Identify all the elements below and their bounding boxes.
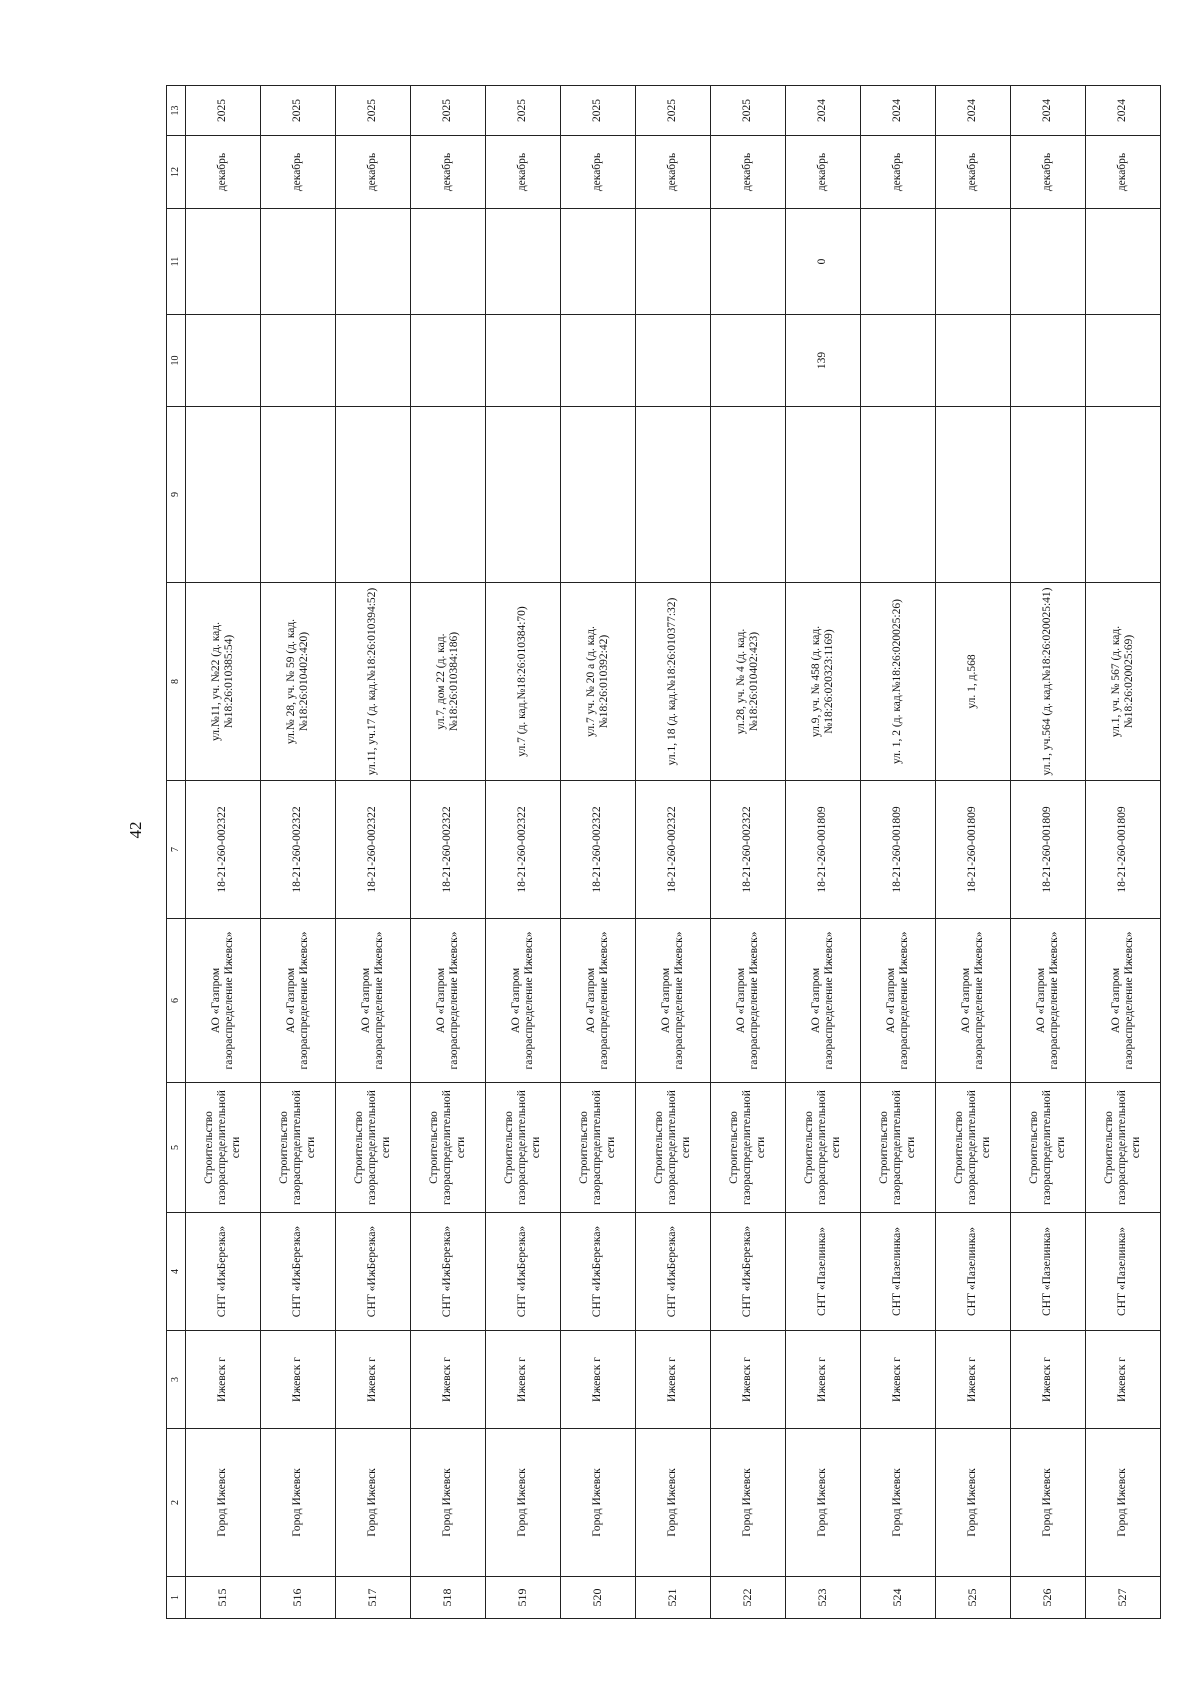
object-cell: СНТ «Пазелинка» (1011, 1213, 1086, 1331)
document-table-area (166, 86, 1142, 1619)
data-table (166, 85, 1161, 1619)
code-cell: 18-21-260-002322 (261, 781, 336, 919)
district-cell: Город Ижевск (336, 1429, 411, 1577)
district-cell: Город Ижевск (936, 1429, 1011, 1577)
month-cell: декабрь (786, 136, 861, 209)
column-10-cell (336, 315, 411, 407)
rotated-table-container (166, 86, 1142, 1619)
column-number-cell: 5 (167, 1083, 186, 1213)
locality-cell: Ижевск г (336, 1331, 411, 1429)
district-cell: Город Ижевск (1011, 1429, 1086, 1577)
year-cell: 2025 (186, 86, 261, 136)
column-9-cell (486, 407, 561, 583)
locality-cell: Ижевск г (711, 1331, 786, 1429)
district-cell: Город Ижевск (861, 1429, 936, 1577)
month-cell: декабрь (411, 136, 486, 209)
column-11-cell (486, 209, 561, 315)
district-cell: Город Ижевск (186, 1429, 261, 1577)
column-11-cell (261, 209, 336, 315)
work-type-cell: Строительство газораспределительной сети (336, 1083, 411, 1213)
column-11-cell: 0 (786, 209, 861, 315)
column-9-cell (1086, 407, 1161, 583)
work-type-cell: Строительство газораспределительной сети (1086, 1083, 1161, 1213)
column-number-cell: 12 (167, 136, 186, 209)
month-cell: декабрь (936, 136, 1011, 209)
column-11-cell (861, 209, 936, 315)
locality-cell: Ижевск г (261, 1331, 336, 1429)
object-cell: СНТ «ИжБерезка» (486, 1213, 561, 1331)
month-cell: декабрь (186, 136, 261, 209)
table-row (486, 86, 561, 1619)
locality-cell: Ижевск г (561, 1331, 636, 1429)
year-cell: 2025 (411, 86, 486, 136)
column-9-cell (636, 407, 711, 583)
organization-cell: АО «Газпром газораспределение Ижевск» (486, 919, 561, 1083)
code-cell: 18-21-260-002322 (411, 781, 486, 919)
month-cell: декабрь (486, 136, 561, 209)
locality-cell: Ижевск г (186, 1331, 261, 1429)
column-11-cell (711, 209, 786, 315)
row-number-cell: 519 (486, 1577, 561, 1619)
address-cell: ул.1, уч. № 567 (д. кад.№18:26:020025:69) (1086, 583, 1161, 781)
column-10-cell (486, 315, 561, 407)
column-9-cell (411, 407, 486, 583)
locality-cell: Ижевск г (486, 1331, 561, 1429)
address-cell: ул.1, уч.564 (д. кад.№18:26:020025:41) (1011, 583, 1086, 781)
column-number-cell: 2 (167, 1429, 186, 1577)
code-cell: 18-21-260-002322 (711, 781, 786, 919)
address-cell: ул.28, уч. № 4 (д. кад.№18:26:010402:423) (711, 583, 786, 781)
address-cell: ул.№11, уч. №22 (д. кад.№18:26:010385:54) (186, 583, 261, 781)
organization-cell: АО «Газпром газораспределение Ижевск» (186, 919, 261, 1083)
organization-cell: АО «Газпром газораспределение Ижевск» (561, 919, 636, 1083)
year-cell: 2024 (1086, 86, 1161, 136)
year-cell: 2025 (711, 86, 786, 136)
object-cell: СНТ «ИжБерезка» (561, 1213, 636, 1331)
code-cell: 18-21-260-001809 (1086, 781, 1161, 919)
column-number-cell: 13 (167, 86, 186, 136)
object-cell: СНТ «ИжБерезка» (186, 1213, 261, 1331)
column-10-cell: 139 (786, 315, 861, 407)
code-cell: 18-21-260-002322 (561, 781, 636, 919)
column-number-cell: 6 (167, 919, 186, 1083)
object-cell: СНТ «Пазелинка» (786, 1213, 861, 1331)
column-10-cell (1011, 315, 1086, 407)
locality-cell: Ижевск г (1011, 1331, 1086, 1429)
column-11-cell (561, 209, 636, 315)
column-11-cell (636, 209, 711, 315)
address-cell: ул.11, уч.17 (д. кад.№18:26:010394:52) (336, 583, 411, 781)
row-number-cell: 527 (1086, 1577, 1161, 1619)
object-cell: СНТ «ИжБерезка» (636, 1213, 711, 1331)
table-row (861, 86, 936, 1619)
year-cell: 2024 (936, 86, 1011, 136)
locality-cell: Ижевск г (636, 1331, 711, 1429)
column-number-cell: 11 (167, 209, 186, 315)
column-11-cell (1086, 209, 1161, 315)
month-cell: декабрь (861, 136, 936, 209)
address-cell: ул.7 уч. № 20 а (д. кад.№18:26:010392:42) (561, 583, 636, 781)
work-type-cell: Строительство газораспределительной сети (561, 1083, 636, 1213)
column-11-cell (936, 209, 1011, 315)
object-cell: СНТ «ИжБерезка» (261, 1213, 336, 1331)
column-11-cell (411, 209, 486, 315)
table-row (1011, 86, 1086, 1619)
column-10-cell (861, 315, 936, 407)
column-10-cell (1086, 315, 1161, 407)
work-type-cell: Строительство газораспределительной сети (261, 1083, 336, 1213)
address-cell: ул.1, 18 (д. кад.№18:26:010377:32) (636, 583, 711, 781)
column-11-cell (186, 209, 261, 315)
locality-cell: Ижевск г (1086, 1331, 1161, 1429)
address-cell: ул.7, дом 22 (д. кад.№18:26:010384:186) (411, 583, 486, 781)
work-type-cell: Строительство газораспределительной сети (486, 1083, 561, 1213)
locality-cell: Ижевск г (936, 1331, 1011, 1429)
code-cell: 18-21-260-002322 (636, 781, 711, 919)
row-number-cell: 521 (636, 1577, 711, 1619)
code-cell: 18-21-260-002322 (186, 781, 261, 919)
column-9-cell (1011, 407, 1086, 583)
row-number-cell: 517 (336, 1577, 411, 1619)
column-number-cell: 8 (167, 583, 186, 781)
table-row (786, 86, 861, 1619)
row-number-cell: 525 (936, 1577, 1011, 1619)
month-cell: декабрь (336, 136, 411, 209)
district-cell: Город Ижевск (486, 1429, 561, 1577)
column-10-cell (261, 315, 336, 407)
table-row (261, 86, 336, 1619)
work-type-cell: Строительство газораспределительной сети (936, 1083, 1011, 1213)
address-cell: ул.№ 28, уч. № 59 (д. кад.№18:26:010402:420) (261, 583, 336, 781)
work-type-cell: Строительство газораспределительной сети (1011, 1083, 1086, 1213)
row-number-cell: 523 (786, 1577, 861, 1619)
table-row (1086, 86, 1161, 1619)
table-row (561, 86, 636, 1619)
object-cell: СНТ «Пазелинка» (1086, 1213, 1161, 1331)
month-cell: декабрь (711, 136, 786, 209)
code-cell: 18-21-260-001809 (936, 781, 1011, 919)
month-cell: декабрь (636, 136, 711, 209)
object-cell: СНТ «ИжБерезка» (336, 1213, 411, 1331)
month-cell: декабрь (261, 136, 336, 209)
table-row (336, 86, 411, 1619)
district-cell: Город Ижевск (261, 1429, 336, 1577)
district-cell: Город Ижевск (1086, 1429, 1161, 1577)
table-row (636, 86, 711, 1619)
address-cell: ул.9, уч. № 458 (д. кад.№18:26:020323:1169) (786, 583, 861, 781)
work-type-cell: Строительство газораспределительной сети (411, 1083, 486, 1213)
column-9-cell (936, 407, 1011, 583)
column-10-cell (711, 315, 786, 407)
column-number-cell: 10 (167, 315, 186, 407)
address-cell: ул.7 (д. кад.№18:26:010384:70) (486, 583, 561, 781)
work-type-cell: Строительство газораспределительной сети (636, 1083, 711, 1213)
column-9-cell (711, 407, 786, 583)
column-number-cell: 7 (167, 781, 186, 919)
organization-cell: АО «Газпром газораспределение Ижевск» (411, 919, 486, 1083)
month-cell: декабрь (1086, 136, 1161, 209)
work-type-cell: Строительство газораспределительной сети (711, 1083, 786, 1213)
organization-cell: АО «Газпром газораспределение Ижевск» (786, 919, 861, 1083)
organization-cell: АО «Газпром газораспределение Ижевск» (261, 919, 336, 1083)
organization-cell: АО «Газпром газораспределение Ижевск» (1086, 919, 1161, 1083)
column-number-cell: 9 (167, 407, 186, 583)
row-number-cell: 518 (411, 1577, 486, 1619)
year-cell: 2025 (261, 86, 336, 136)
organization-cell: АО «Газпром газораспределение Ижевск» (861, 919, 936, 1083)
table-body (167, 86, 1161, 1619)
address-cell: ул. 1, 2 (д. кад.№18:26:020025:26) (861, 583, 936, 781)
locality-cell: Ижевск г (861, 1331, 936, 1429)
district-cell: Город Ижевск (636, 1429, 711, 1577)
code-cell: 18-21-260-002322 (486, 781, 561, 919)
year-cell: 2025 (336, 86, 411, 136)
code-cell: 18-21-260-001809 (861, 781, 936, 919)
row-number-cell: 522 (711, 1577, 786, 1619)
month-cell: декабрь (1011, 136, 1086, 209)
organization-cell: АО «Газпром газораспределение Ижевск» (711, 919, 786, 1083)
organization-cell: АО «Газпром газораспределение Ижевск» (1011, 919, 1086, 1083)
column-number-cell: 1 (167, 1577, 186, 1619)
object-cell: СНТ «ИжБерезка» (711, 1213, 786, 1331)
organization-cell: АО «Газпром газораспределение Ижевск» (636, 919, 711, 1083)
column-9-cell (786, 407, 861, 583)
column-9-cell (561, 407, 636, 583)
year-cell: 2024 (1011, 86, 1086, 136)
column-9-cell (261, 407, 336, 583)
district-cell: Город Ижевск (786, 1429, 861, 1577)
district-cell: Город Ижевск (561, 1429, 636, 1577)
month-cell: декабрь (561, 136, 636, 209)
work-type-cell: Строительство газораспределительной сети (186, 1083, 261, 1213)
column-10-cell (561, 315, 636, 407)
column-10-cell (936, 315, 1011, 407)
object-cell: СНТ «ИжБерезка» (411, 1213, 486, 1331)
column-number-row (167, 86, 186, 1619)
row-number-cell: 524 (861, 1577, 936, 1619)
work-type-cell: Строительство газораспределительной сети (786, 1083, 861, 1213)
row-number-cell: 526 (1011, 1577, 1086, 1619)
code-cell: 18-21-260-002322 (336, 781, 411, 919)
page-number: 42 (126, 821, 145, 839)
code-cell: 18-21-260-001809 (1011, 781, 1086, 919)
column-11-cell (1011, 209, 1086, 315)
object-cell: СНТ «Пазелинка» (861, 1213, 936, 1331)
district-cell: Город Ижевск (411, 1429, 486, 1577)
organization-cell: АО «Газпром газораспределение Ижевск» (936, 919, 1011, 1083)
column-9-cell (186, 407, 261, 583)
table-row (186, 86, 261, 1619)
object-cell: СНТ «Пазелинка» (936, 1213, 1011, 1331)
row-number-cell: 516 (261, 1577, 336, 1619)
year-cell: 2025 (486, 86, 561, 136)
year-cell: 2025 (636, 86, 711, 136)
column-11-cell (336, 209, 411, 315)
locality-cell: Ижевск г (786, 1331, 861, 1429)
organization-cell: АО «Газпром газораспределение Ижевск» (336, 919, 411, 1083)
column-10-cell (411, 315, 486, 407)
code-cell: 18-21-260-001809 (786, 781, 861, 919)
table-row (711, 86, 786, 1619)
address-cell: ул. 1, д.568 (936, 583, 1011, 781)
row-number-cell: 515 (186, 1577, 261, 1619)
column-9-cell (336, 407, 411, 583)
locality-cell: Ижевск г (411, 1331, 486, 1429)
work-type-cell: Строительство газораспределительной сети (861, 1083, 936, 1213)
row-number-cell: 520 (561, 1577, 636, 1619)
column-9-cell (861, 407, 936, 583)
district-cell: Город Ижевск (711, 1429, 786, 1577)
column-10-cell (636, 315, 711, 407)
column-10-cell (186, 315, 261, 407)
column-number-cell: 4 (167, 1213, 186, 1331)
year-cell: 2024 (861, 86, 936, 136)
table-row (936, 86, 1011, 1619)
year-cell: 2024 (786, 86, 861, 136)
column-number-cell: 3 (167, 1331, 186, 1429)
year-cell: 2025 (561, 86, 636, 136)
table-row (411, 86, 486, 1619)
